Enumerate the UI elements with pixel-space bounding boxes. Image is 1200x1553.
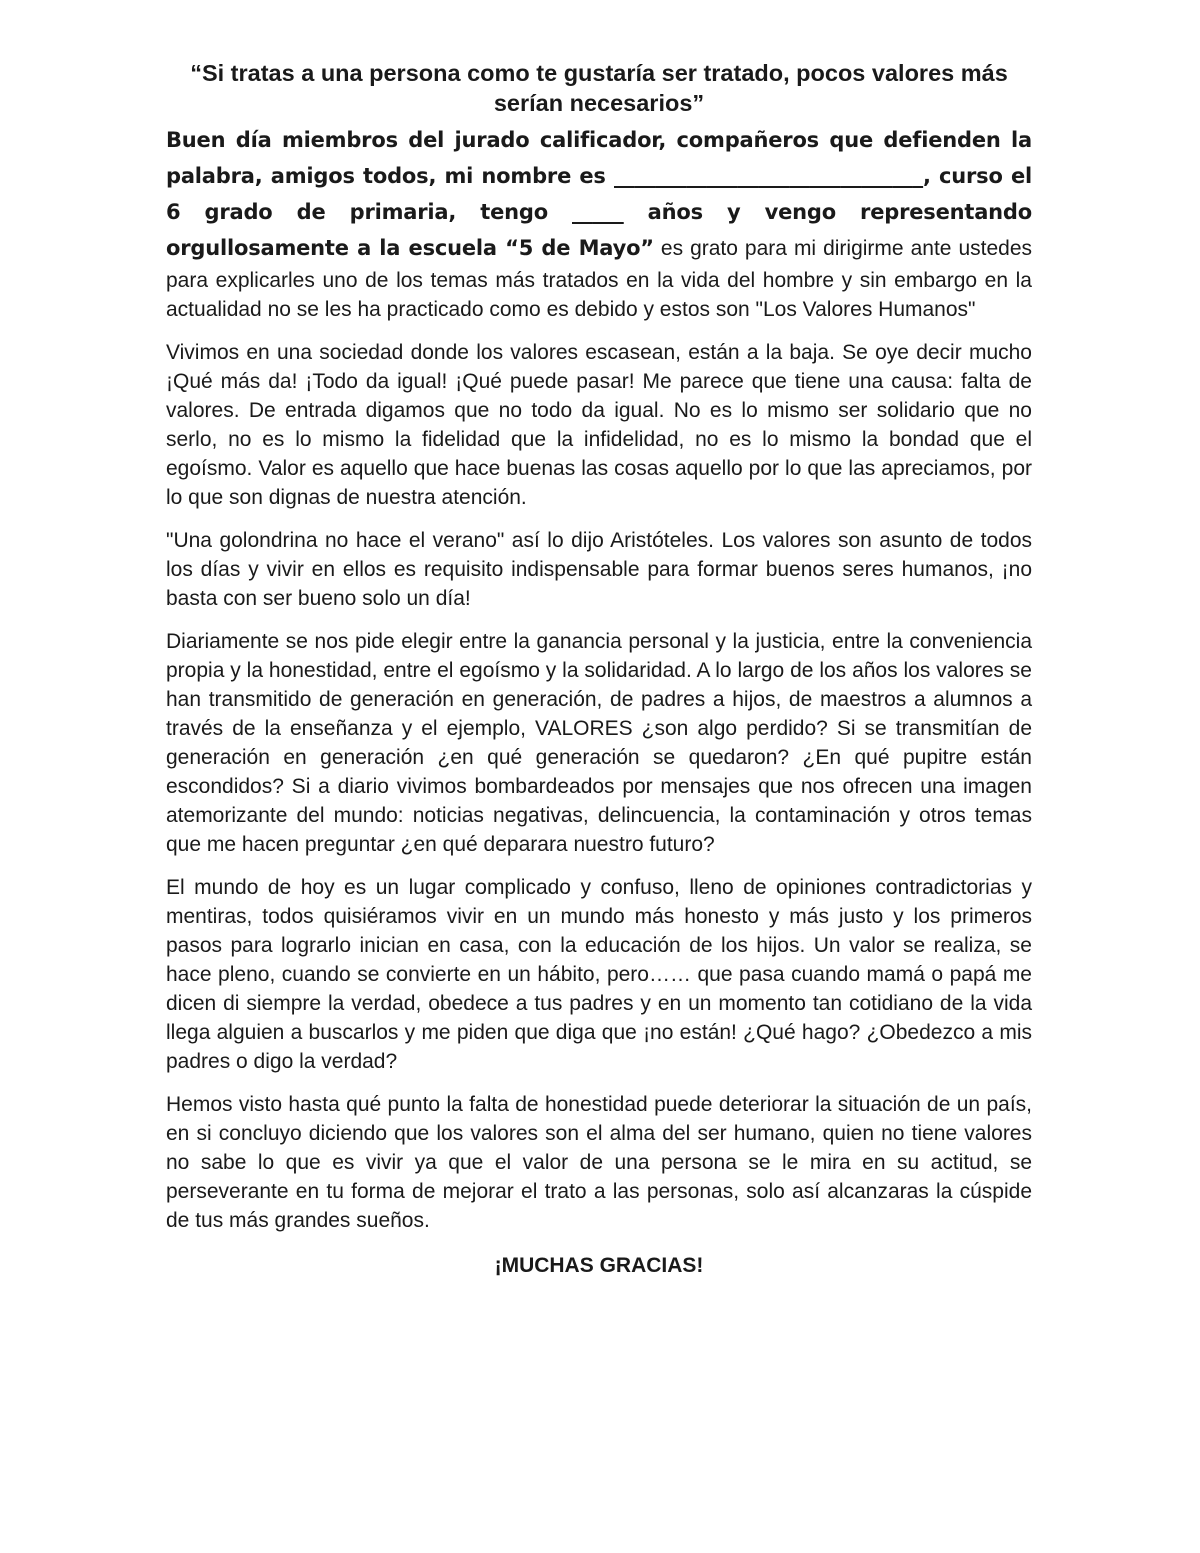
intro-bold-text: Buen día miembros del jurado calificador, compañeros que defienden la palabra, amigos todos, mi nombre es ______________________________, curso el 6 grado de primaria, tengo _____ años y vengo representando orgullosamente a la escuela “5 de Mayo” [166,128,1032,260]
intro-rest-text: es grato para mi dirigirme ante ustedes para explicarles uno de los temas más tratados en la vida del hombre y sin embargo en la actualidad no se les ha practicado como es debido y estos son "Los Valores Humanos" [166,237,1032,321]
closing-text: ¡MUCHAS GRACIAS! [494,1254,704,1277]
paragraph-5: Hemos visto hasta qué punto la falta de honestidad puede deteriorar la situación de un país, en si concluyo diciendo que los valores son el alma del ser humano, quien no tiene valores no sabe lo que es vivir ya que el valor de una persona se le mira en su actitud, se perseverante en tu forma de mejorar el trato a las personas, solo así alcanzaras la cúspide de tus más grandes sueños. [166,1093,1032,1232]
paragraph-1: Vivimos en una sociedad donde los valores escasean, están a la baja. Se oye decir mucho ¡Qué más da! ¡Todo da igual! ¡Qué puede pasar! Me parece que tiene una causa: falta de valores. De entrada digamos que no todo da igual. No es lo mismo ser solidario que no serlo, no es lo mismo la fidelidad que la infidelidad, no es lo mismo la bondad que el egoísmo. Valor es aquello que hace buenas las cosas aquello por lo que las apreciamos, por lo que son dignas de nuestra atención. [166,341,1032,509]
paragraph-2: "Una golondrina no hace el verano" así lo dijo Aristóteles. Los valores son asunto de todos los días y vivir en ellos es requisito indispensable para formar buenos seres humanos, ¡no basta con ser bueno solo un día! [166,529,1032,610]
document-page [166,58,1032,1280]
paragraph-3: Diariamente se nos pide elegir entre la ganancia personal y la justicia, entre la conveniencia propia y la honestidad, entre el egoísmo y la solidaridad. A lo largo de los años los valores se han transmitido de generación en generación, de padres a hijos, de maestros a alumnos a través de la enseñanza y el ejemplo, VALORES ¿son algo perdido? Si se transmitían de generación en generación ¿en qué generación se quedaron? ¿En qué pupitre están escondidos? Si a diario vivimos bombardeados por mensajes que nos ofrecen una imagen atemorizante del mundo: noticias negativas, delincuencia, la contaminación y otros temas que me hacen preguntar ¿en qué deparara nuestro futuro? [166,630,1032,856]
intro-paragraph [166,122,1032,324]
document-title: “Si tratas a una persona como te gustaría ser tratado, pocos valores más serían necesarios” [190,60,1008,116]
paragraph-4: El mundo de hoy es un lugar complicado y confuso, lleno de opiniones contradictorias y mentiras, todos quisiéramos vivir en un mundo más honesto y más justo y los primeros pasos para lograrlo inician en casa, con la educación de los hijos. Un valor se realiza, se hace pleno, cuando se convierte en un hábito, pero…… que pasa cuando mamá o papá me dicen di siempre la verdad, obedece a tus padres y en un momento tan cotidiano de la vida llega alguien a buscarlos y me piden que diga que ¡no están! ¿Qué hago? ¿Obedezco a mis padres o digo la verdad? [166,876,1032,1073]
